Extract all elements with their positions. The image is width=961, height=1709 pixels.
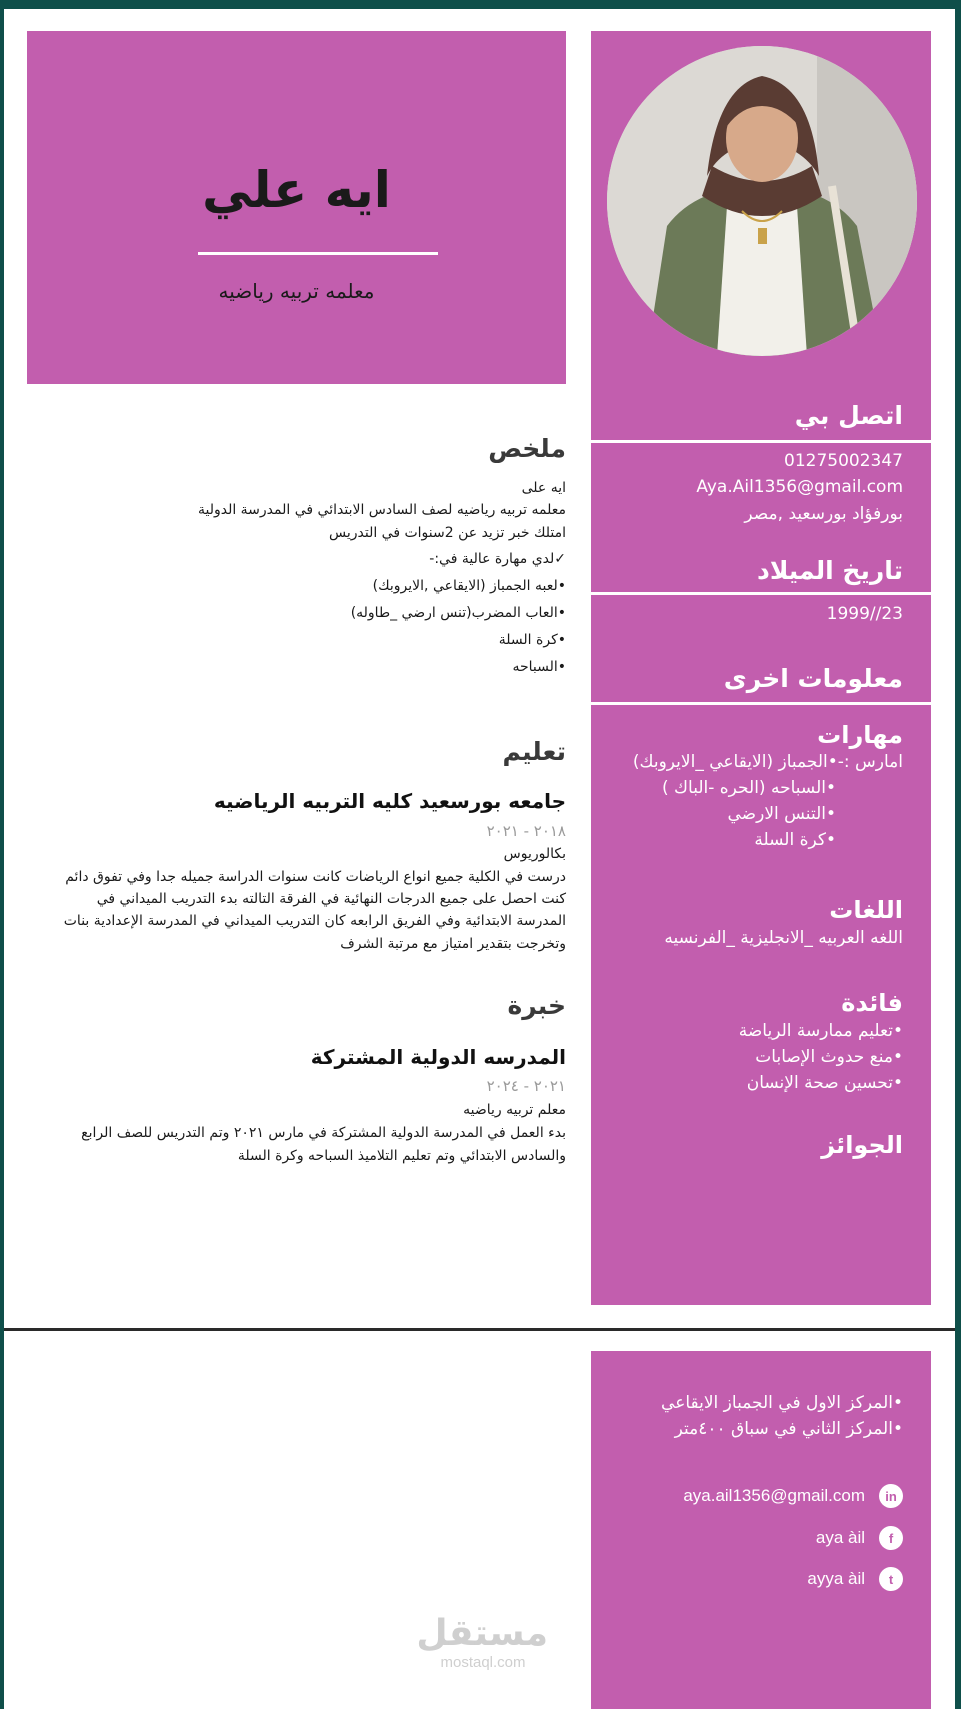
name-underline <box>198 252 438 255</box>
email-address: Aya.Ail1356@gmail.com <box>696 477 903 497</box>
education-line: المدرسة الابتدائية وفي الفريق الرابعه كان التدريب الميداني في المدرسة الإعدادية بنات <box>63 913 566 929</box>
languages-list: اللغه العربيه _الانجليزية _الفرنسيه <box>664 928 903 948</box>
linkedin-row[interactable] <box>683 1483 903 1509</box>
summary-line: •لعبه الجمباز (الايقاعي ,الايروبك) <box>372 578 566 594</box>
contact-heading: اتصل بي <box>794 401 903 430</box>
header-block <box>27 31 566 384</box>
facebook-icon[interactable]: f <box>879 1526 903 1550</box>
watermark <box>418 1614 548 1671</box>
birth-heading: تاريخ الميلاد <box>756 556 903 585</box>
sidebar-continued <box>591 1351 931 1709</box>
education-line: درست في الكلية جميع انواع الرياضات كانت سنوات الدراسة جميله جدا وفي تفوق دائم <box>65 869 566 885</box>
experience-line: بدء العمل في المدرسة الدولية المشتركة في مارس ٢٠٢١ وتم التدريس للصف الرابع <box>81 1125 566 1141</box>
other-info-heading: معلومات اخرى <box>723 664 903 693</box>
awards-heading: الجوائز <box>821 1131 903 1159</box>
watermark-latin: mostaql.com <box>440 1654 526 1671</box>
experience-line: والسادس الابتدائي وتم تعليم التلاميذ السباحه وكرة السلة <box>237 1148 566 1164</box>
facebook-label[interactable]: aya àil <box>815 1528 865 1547</box>
benefit-item: •تحسين صحة الإنسان <box>746 1073 903 1093</box>
languages-heading: اللغات <box>829 896 903 924</box>
education-title: جامعه بورسعيد كليه التربيه الرياضيه <box>213 789 566 813</box>
skills-heading: مهارات <box>817 721 903 749</box>
experience-role: معلم تربيه رياضيه <box>463 1102 566 1118</box>
sidebar <box>591 31 931 1305</box>
twitter-icon[interactable]: t <box>879 1567 903 1591</box>
page-break <box>4 1328 955 1331</box>
benefit-heading: فائدة <box>841 989 903 1017</box>
resume-page <box>4 9 955 1709</box>
job-title: معلمه تربيه رياضيه <box>218 279 375 303</box>
experience-title: المدرسه الدولية المشتركة <box>310 1045 566 1069</box>
contact-divider <box>591 440 931 443</box>
benefit-item: •منع حدوث الإصابات <box>755 1047 903 1067</box>
summary-heading: ملخص <box>488 434 566 463</box>
experience-heading: خبرة <box>507 991 566 1020</box>
education-line: وتخرجت بتقدير امتياز مع مرتبة الشرف <box>340 936 566 952</box>
summary-line: ايه على <box>521 480 566 496</box>
summary-line: •كرة السلة <box>498 632 566 648</box>
award-item: •المركز الاول في الجمباز الايقاعي <box>661 1393 903 1413</box>
experience-date: ٢٠٢١ - ٢٠٢٤ <box>486 1077 566 1095</box>
twitter-label[interactable]: ayya àil <box>807 1569 865 1588</box>
skill-item: •كرة السلة <box>754 830 836 850</box>
education-heading: تعليم <box>502 737 566 766</box>
education-date: ٢٠١٨ - ٢٠٢١ <box>486 822 566 840</box>
skill-item: امارس :-•الجمباز (الايقاعي _الايروبك) <box>632 752 903 772</box>
summary-line: معلمه تربيه رياضيه لصف السادس الابتدائي في المدرسة الدولية <box>197 502 566 518</box>
skill-item: •التنس الارضي <box>727 804 836 824</box>
summary-line: •السباحه <box>512 659 566 675</box>
education-line: كنت احصل على جميع الدرجات النهائية في الفرقة التالته بدء التدريب الميداني في <box>96 891 566 907</box>
summary-line: ✓لدي مهارة عالية في:- <box>429 551 566 567</box>
profile-photo-illustration <box>607 46 917 356</box>
profile-photo <box>607 46 917 356</box>
linkedin-label[interactable]: aya.ail1356@gmail.com <box>683 1486 865 1505</box>
linkedin-icon[interactable]: in <box>879 1484 903 1508</box>
full-name: ايه علي <box>202 161 391 219</box>
summary-line: •العاب المضرب(تنس ارضي _طاوله) <box>350 605 566 621</box>
birth-date: 1999//23 <box>826 604 903 624</box>
watermark-arabic: مستقل <box>416 1613 548 1654</box>
summary-line: امتلك خبر تزيد عن 2سنوات في التدريس <box>328 525 566 541</box>
birth-divider <box>591 592 931 595</box>
phone-number: 01275002347 <box>784 451 903 471</box>
skill-item: •السباحه (الحره -الباك ) <box>661 778 836 798</box>
other-info-divider <box>591 702 931 705</box>
award-item: •المركز الثاني في سباق ٤٠٠متر <box>674 1419 903 1439</box>
education-degree: بكالوريوس <box>503 846 566 862</box>
facebook-row[interactable] <box>816 1525 903 1551</box>
address: بورفؤاد بورسعيد ,مصر <box>744 504 903 524</box>
benefit-item: •تعليم ممارسة الرياضة <box>738 1021 903 1041</box>
twitter-row[interactable] <box>807 1566 903 1592</box>
